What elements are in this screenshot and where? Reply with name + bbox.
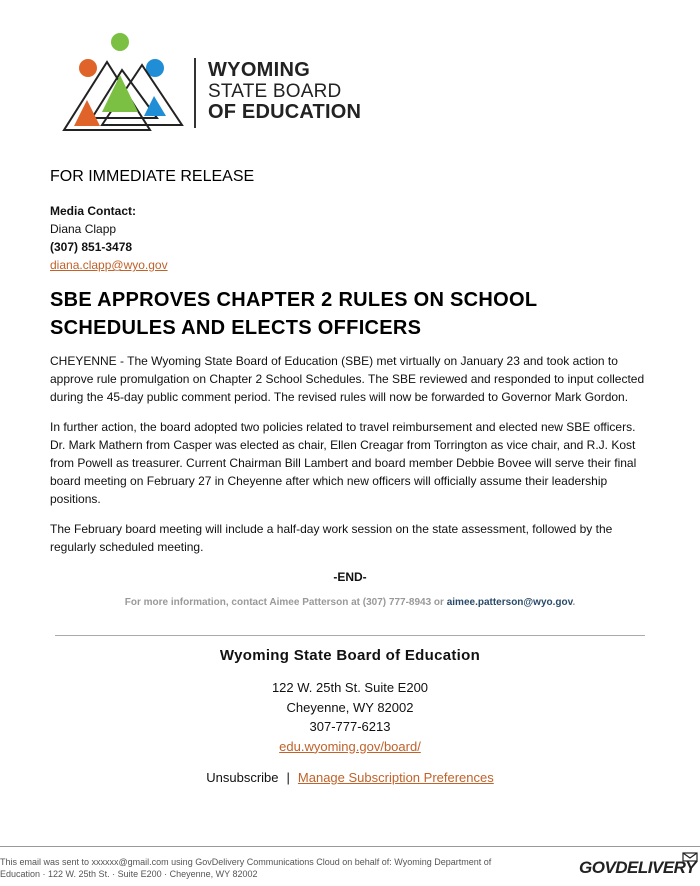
more-info-email[interactable]: aimee.patterson@wyo.gov [446,597,573,608]
more-info-line [0,597,700,608]
footer-address-line-2: Cheyenne, WY 82002 [286,699,414,715]
release-label: FOR IMMEDIATE RELEASE [50,168,255,185]
logo-wordmark [208,60,361,123]
logo-orange-circle [79,59,97,77]
media-contact-label: Media Contact: [50,204,137,218]
govdelivery-logo[interactable]: GOVDELIVERY [579,858,696,877]
footer-address-block [0,678,700,756]
unsubscribe-link[interactable]: Unsubscribe [206,770,279,785]
media-contact-phone: (307) 851-3478 [50,240,133,254]
sent-to-line-1: This email was sent to xxxxxx@gmail.com using GovDelivery Communications Cloud on behalf of: Wyoming Department of [0,857,492,867]
end-marker: -END- [333,570,367,584]
logo-divider [194,58,196,128]
footer-phone: 307-777-6213 [309,719,391,734]
body-paragraph-1: CHEYENNE - The Wyoming State Board of Education (SBE) met virtually on January 23 and took action to approve rule promulgation on Chapter 2 School Schedules. The SBE reviewed and responded to input collected during the 45-day public comment period. The revised rules will now be forwarded to Governor Mark Gordon. [50,354,645,404]
body-paragraph-2: In further action, the board adopted two policies related to travel reimbursement and elected new SBE officers. Dr. Mark Mathern from Casper was elected as chair, Ellen Creagar from Torrington as vice chair, and R.J. Kost from Powell as treasurer. Current Chairman Bill Lambert and board member Debbie Bovee will serve their final board meeting on February 27 in Cheyenne after which new officers will officially assume their leadership positions. [50,420,637,506]
logo-line-2: STATE BOARD [208,81,342,102]
logo-line-3: OF EDUCATION [208,101,362,123]
media-contact-email-link[interactable]: diana.clapp@wyo.gov [50,258,168,272]
media-contact-block [50,202,168,274]
body-paragraph-3: The February board meeting will include a half-day work session on the state assessment, followed by the regularly scheduled meeting. [50,522,613,554]
subscription-separator: | [286,770,290,785]
subscription-links [0,770,700,785]
logo-green-circle [111,33,129,51]
logo-line-1: WYOMING [208,59,311,81]
headline: SBE APPROVES CHAPTER 2 RULES ON SCHOOL SCHEDULES AND ELECTS OFFICERS [50,289,538,339]
sent-to-footer [0,857,560,880]
sent-to-line-2: Education · 122 W. 25th St. · Suite E200 · Cheyenne, WY 82002 [0,868,258,879]
bottom-divider [0,846,700,847]
media-contact-name: Diana Clapp [50,222,117,236]
footer-website-link[interactable]: edu.wyoming.gov/board/ [279,738,421,754]
more-info-suffix: . [572,597,576,608]
more-info-prefix: For more information, contact Aimee Patterson at (307) 777-8943 or [124,597,444,608]
footer-address-line-1: 122 W. 25th St. Suite E200 [271,680,429,695]
divider [55,635,645,636]
footer-org-name: Wyoming State Board of Education [219,647,481,664]
manage-preferences-link[interactable]: Manage Subscription Preferences [297,770,494,785]
